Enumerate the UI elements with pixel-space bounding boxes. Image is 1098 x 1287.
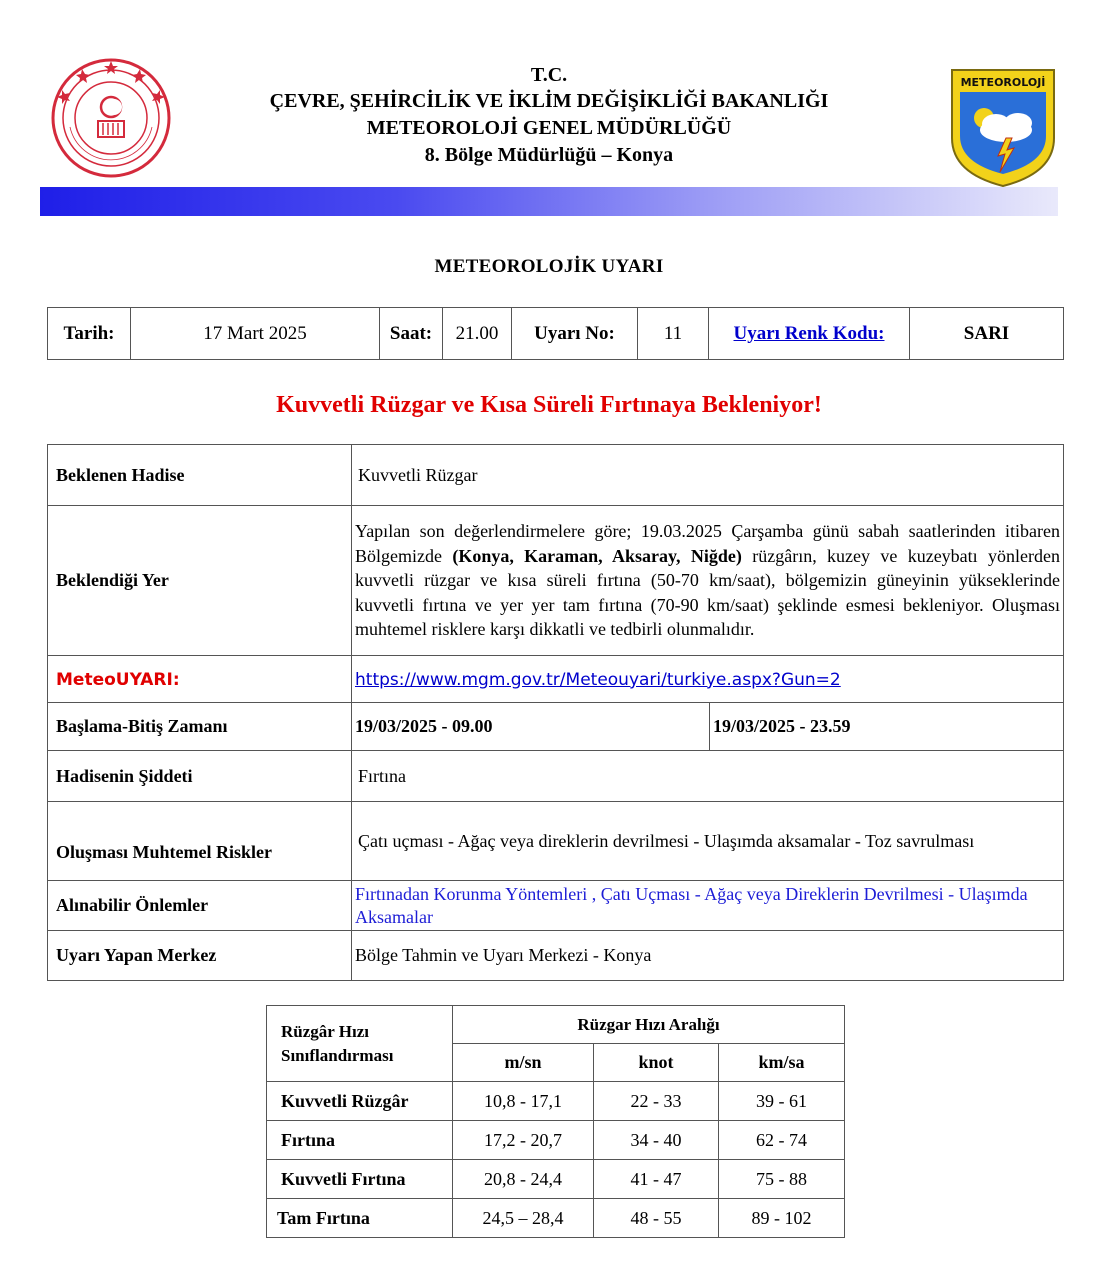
- range-header: Rüzgar Hızı Aralığı: [453, 1006, 845, 1044]
- meteo-label-cell: [48, 656, 352, 703]
- center-value: Bölge Tahmin ve Uyarı Merkezi - Konya: [352, 931, 1064, 981]
- info-row-table: [47, 307, 1064, 360]
- color-code-link[interactable]: Uyarı Renk Kodu:: [733, 322, 885, 344]
- wind-ms: 10,8 - 17,1: [453, 1082, 594, 1121]
- measures-value[interactable]: Fırtınadan Korunma Yöntemleri , Çatı Uçması - Ağaç veya Direklerin Devrilmesi - Ulaşımda Aksamalar: [352, 881, 1064, 931]
- time-range-label: Başlama-Bitiş Zamanı: [48, 703, 352, 751]
- table-row: [267, 1199, 845, 1238]
- table-row: [267, 1082, 845, 1121]
- wind-kmh: 75 - 88: [719, 1160, 845, 1199]
- classification-header: [267, 1006, 453, 1082]
- warning-no-value: 11: [638, 308, 709, 360]
- wind-ms: 20,8 - 24,4: [453, 1160, 594, 1199]
- wind-class-name: Fırtına: [267, 1121, 453, 1160]
- date-label: Tarih:: [48, 308, 131, 360]
- time-label: Saat:: [380, 308, 443, 360]
- date-value: 17 Mart 2025: [131, 308, 380, 360]
- color-code-cell: [709, 308, 910, 360]
- meteo-url-cell: [352, 656, 1064, 703]
- wind-kmh: 89 - 102: [719, 1199, 845, 1238]
- start-time: 19/03/2025 - 09.00: [352, 703, 710, 751]
- header-gradient-band: [40, 187, 1058, 216]
- classification-header-1: Rüzgâr Hızı: [281, 1021, 369, 1041]
- wind-ms: 24,5 – 28,4: [453, 1199, 594, 1238]
- severity-label: Hadisenin Şiddeti: [48, 751, 352, 802]
- warning-no-label: Uyarı No:: [512, 308, 638, 360]
- wind-class-name: Kuvvetli Fırtına: [267, 1160, 453, 1199]
- wind-ms: 17,2 - 20,7: [453, 1121, 594, 1160]
- wind-knot: 48 - 55: [594, 1199, 719, 1238]
- place-text-1: Yapılan son değerlendirmelere göre; 19.03.2025 Çarşamba günü sabah saatlerinden itibaren Bölgemizde: [355, 521, 1060, 566]
- header-ministry: ÇEVRE, ŞEHİRCİLİK VE İKLİM DEĞİŞİKLİĞİ BAKANLIĞI: [269, 90, 829, 112]
- header-region: 8. Bölge Müdürlüğü – Konya: [424, 144, 674, 166]
- meteoroloji-logo-text: METEOROLOJİ: [960, 76, 1046, 89]
- unit-kmh: km/sa: [719, 1044, 845, 1082]
- wind-knot: 41 - 47: [594, 1160, 719, 1199]
- meteo-url-link[interactable]: https://www.mgm.gov.tr/Meteouyari/turkiye.aspx?Gun=2: [355, 669, 841, 690]
- document-title: METEOROLOJİK UYARI: [434, 256, 664, 277]
- end-time: 19/03/2025 - 23.59: [710, 703, 1064, 751]
- wind-class-name: Tam Fırtına: [267, 1199, 453, 1238]
- severity-value: Fırtına: [352, 751, 1064, 802]
- meteoroloji-logo: [948, 68, 1058, 188]
- wind-speed-table: [266, 1005, 845, 1238]
- wind-knot: 34 - 40: [594, 1121, 719, 1160]
- warning-headline: Kuvvetli Rüzgar ve Kısa Süreli Fırtınaya Bekleniyor!: [276, 392, 822, 418]
- table-row: [267, 1160, 845, 1199]
- measures-label: Alınabilir Önlemler: [48, 881, 352, 931]
- header-tc: T.C.: [530, 64, 568, 86]
- place-text-2: rüzgârın, kuzey ve kuzeybatı yönlerden kuvvetli rüzgar ve kısa süreli fırtına (50-70 km/saat), bölgemizin güneyinin yükseklerinde kuvvetli fırtına ve yer yer tam fırtına (70-90 km/saat) şeklinde esmesi bekleniyor. Oluşması muhtemel risklere karşı dikkatli ve tedbirli olunmalıdır.: [355, 545, 1060, 640]
- wind-kmh: 39 - 61: [719, 1082, 845, 1121]
- wind-kmh: 62 - 74: [719, 1121, 845, 1160]
- event-value: Kuvvetli Rüzgar: [352, 445, 1064, 506]
- wind-knot: 22 - 33: [594, 1082, 719, 1121]
- unit-ms: m/sn: [453, 1044, 594, 1082]
- wind-class-name: Kuvvetli Rüzgâr: [267, 1082, 453, 1121]
- center-label: Uyarı Yapan Merkez: [48, 931, 352, 981]
- unit-knot: knot: [594, 1044, 719, 1082]
- place-label: Beklendiği Yer: [48, 506, 352, 656]
- place-value: [352, 506, 1064, 656]
- classification-header-2: Sınıflandırması: [281, 1045, 394, 1065]
- details-table: [47, 444, 1064, 981]
- risks-label: Oluşması Muhtemel Riskler: [48, 802, 352, 881]
- time-value: 21.00: [443, 308, 512, 360]
- meteo-label: MeteoUYARI:: [56, 669, 180, 690]
- header-directorate: METEOROLOJİ GENEL MÜDÜRLÜĞÜ: [366, 117, 732, 139]
- risks-value: Çatı uçması - Ağaç veya direklerin devrilmesi - Ulaşımda aksamalar - Toz savrulması: [352, 802, 1064, 881]
- table-row: [267, 1121, 845, 1160]
- event-label: Beklenen Hadise: [48, 445, 352, 506]
- place-text-provinces: (Konya, Karaman, Aksaray, Niğde): [452, 545, 742, 566]
- color-code-value: SARI: [910, 308, 1064, 360]
